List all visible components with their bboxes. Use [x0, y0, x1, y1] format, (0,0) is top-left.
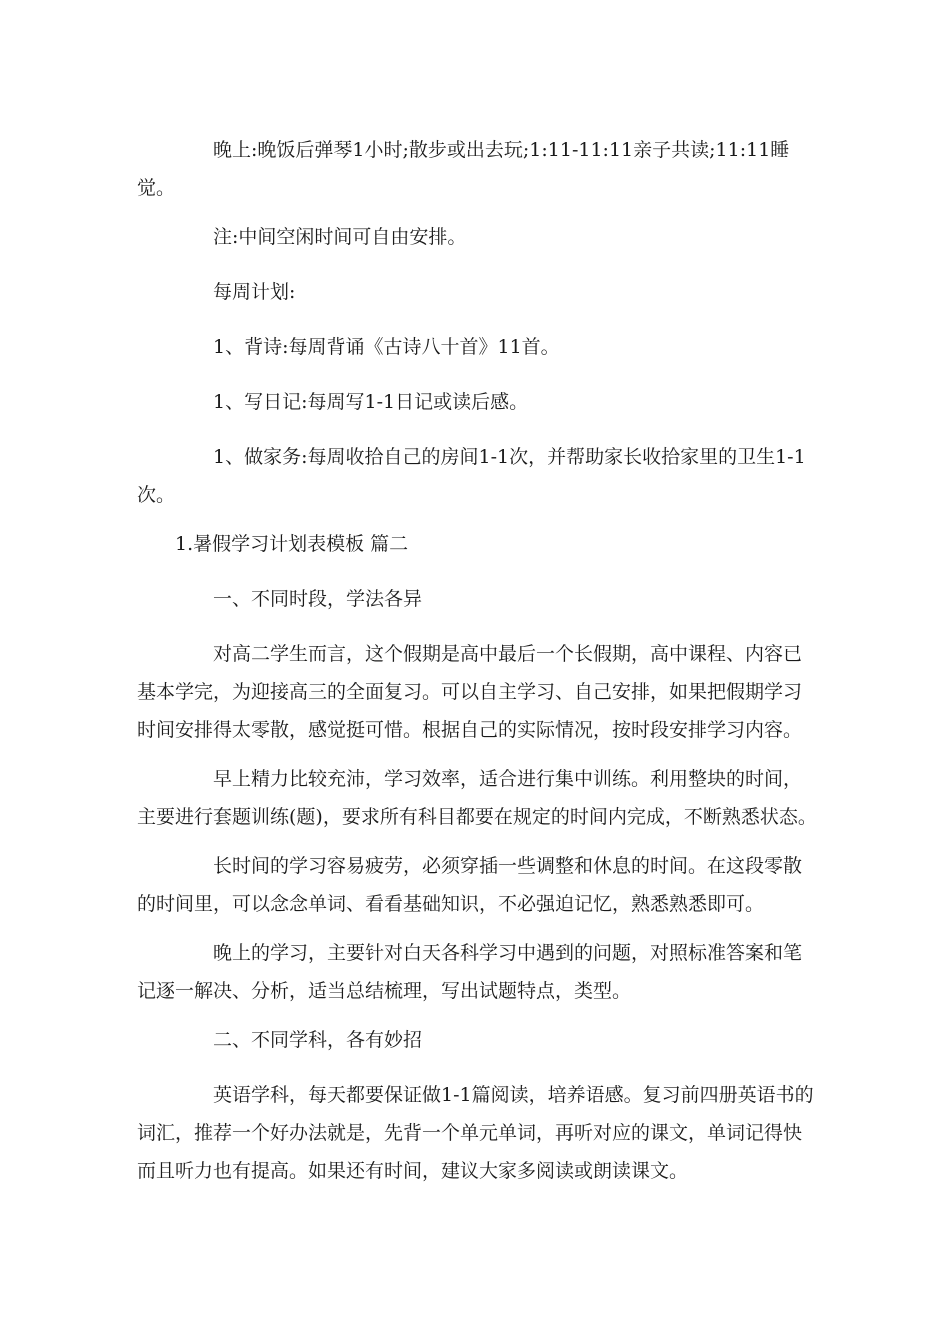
paragraph-evening-study: 晚上的学习，主要针对白天各科学习中遇到的问题，对照标准答案和笔记逐一解决、分析，适当总结梳理，写出试题特点，类型。: [137, 942, 803, 1002]
paragraph-diary: 1、写日记:每周写1-1日记或读后感。: [213, 391, 529, 413]
paragraph-morning: 早上精力比较充沛，学习效率，适合进行集中训练。利用整块的时间，主要进行套题训练(题)，要求所有科目都要在规定的时间内完成，不断熟悉状态。: [137, 768, 817, 828]
paragraph-weekly-plan: 每周计划:: [213, 281, 296, 303]
subheading-time-periods: 一、不同时段，学法各异: [213, 588, 423, 610]
paragraph-recite-poems: 1、背诗:每周背诵《古诗八十首》11首。: [213, 336, 560, 358]
paragraph-housework: 1、做家务:每周收拾自己的房间1-1次，并帮助家长收拾家里的卫生1-1次。: [137, 446, 806, 506]
paragraph-breaks: 长时间的学习容易疲劳，必须穿插一些调整和休息的时间。在这段零散的时间里，可以念念单词、看看基础知识，不必强迫记忆，熟悉熟悉即可。: [137, 855, 803, 915]
paragraph-evening-schedule: 晚上:晚饭后弹琴1小时;散步或出去玩;1:11-11:11亲子共读;11:11睡觉。: [137, 139, 790, 199]
section-heading: 1.暑假学习计划表模板 篇二: [175, 533, 409, 555]
paragraph-english: 英语学科，每天都要保证做1-1篇阅读，培养语感。复习前四册英语书的词汇，推荐一个好办法就是，先背一个单元单词，再听对应的课文，单词记得快而且听力也有提高。如果还有时间，建议大家多阅读或朗读课文。: [137, 1084, 814, 1182]
paragraph-senior-students: 对高二学生而言，这个假期是高中最后一个长假期，高中课程、内容已基本学完，为迎接高三的全面复习。可以自主学习、自己安排，如果把假期学习时间安排得太零散，感觉挺可惜。根据自己的实际情况，按时段安排学习内容。: [137, 643, 803, 741]
subheading-subjects: 二、不同学科，各有妙招: [213, 1029, 423, 1051]
paragraph-note: 注:中间空闲时间可自由安排。: [213, 226, 467, 248]
